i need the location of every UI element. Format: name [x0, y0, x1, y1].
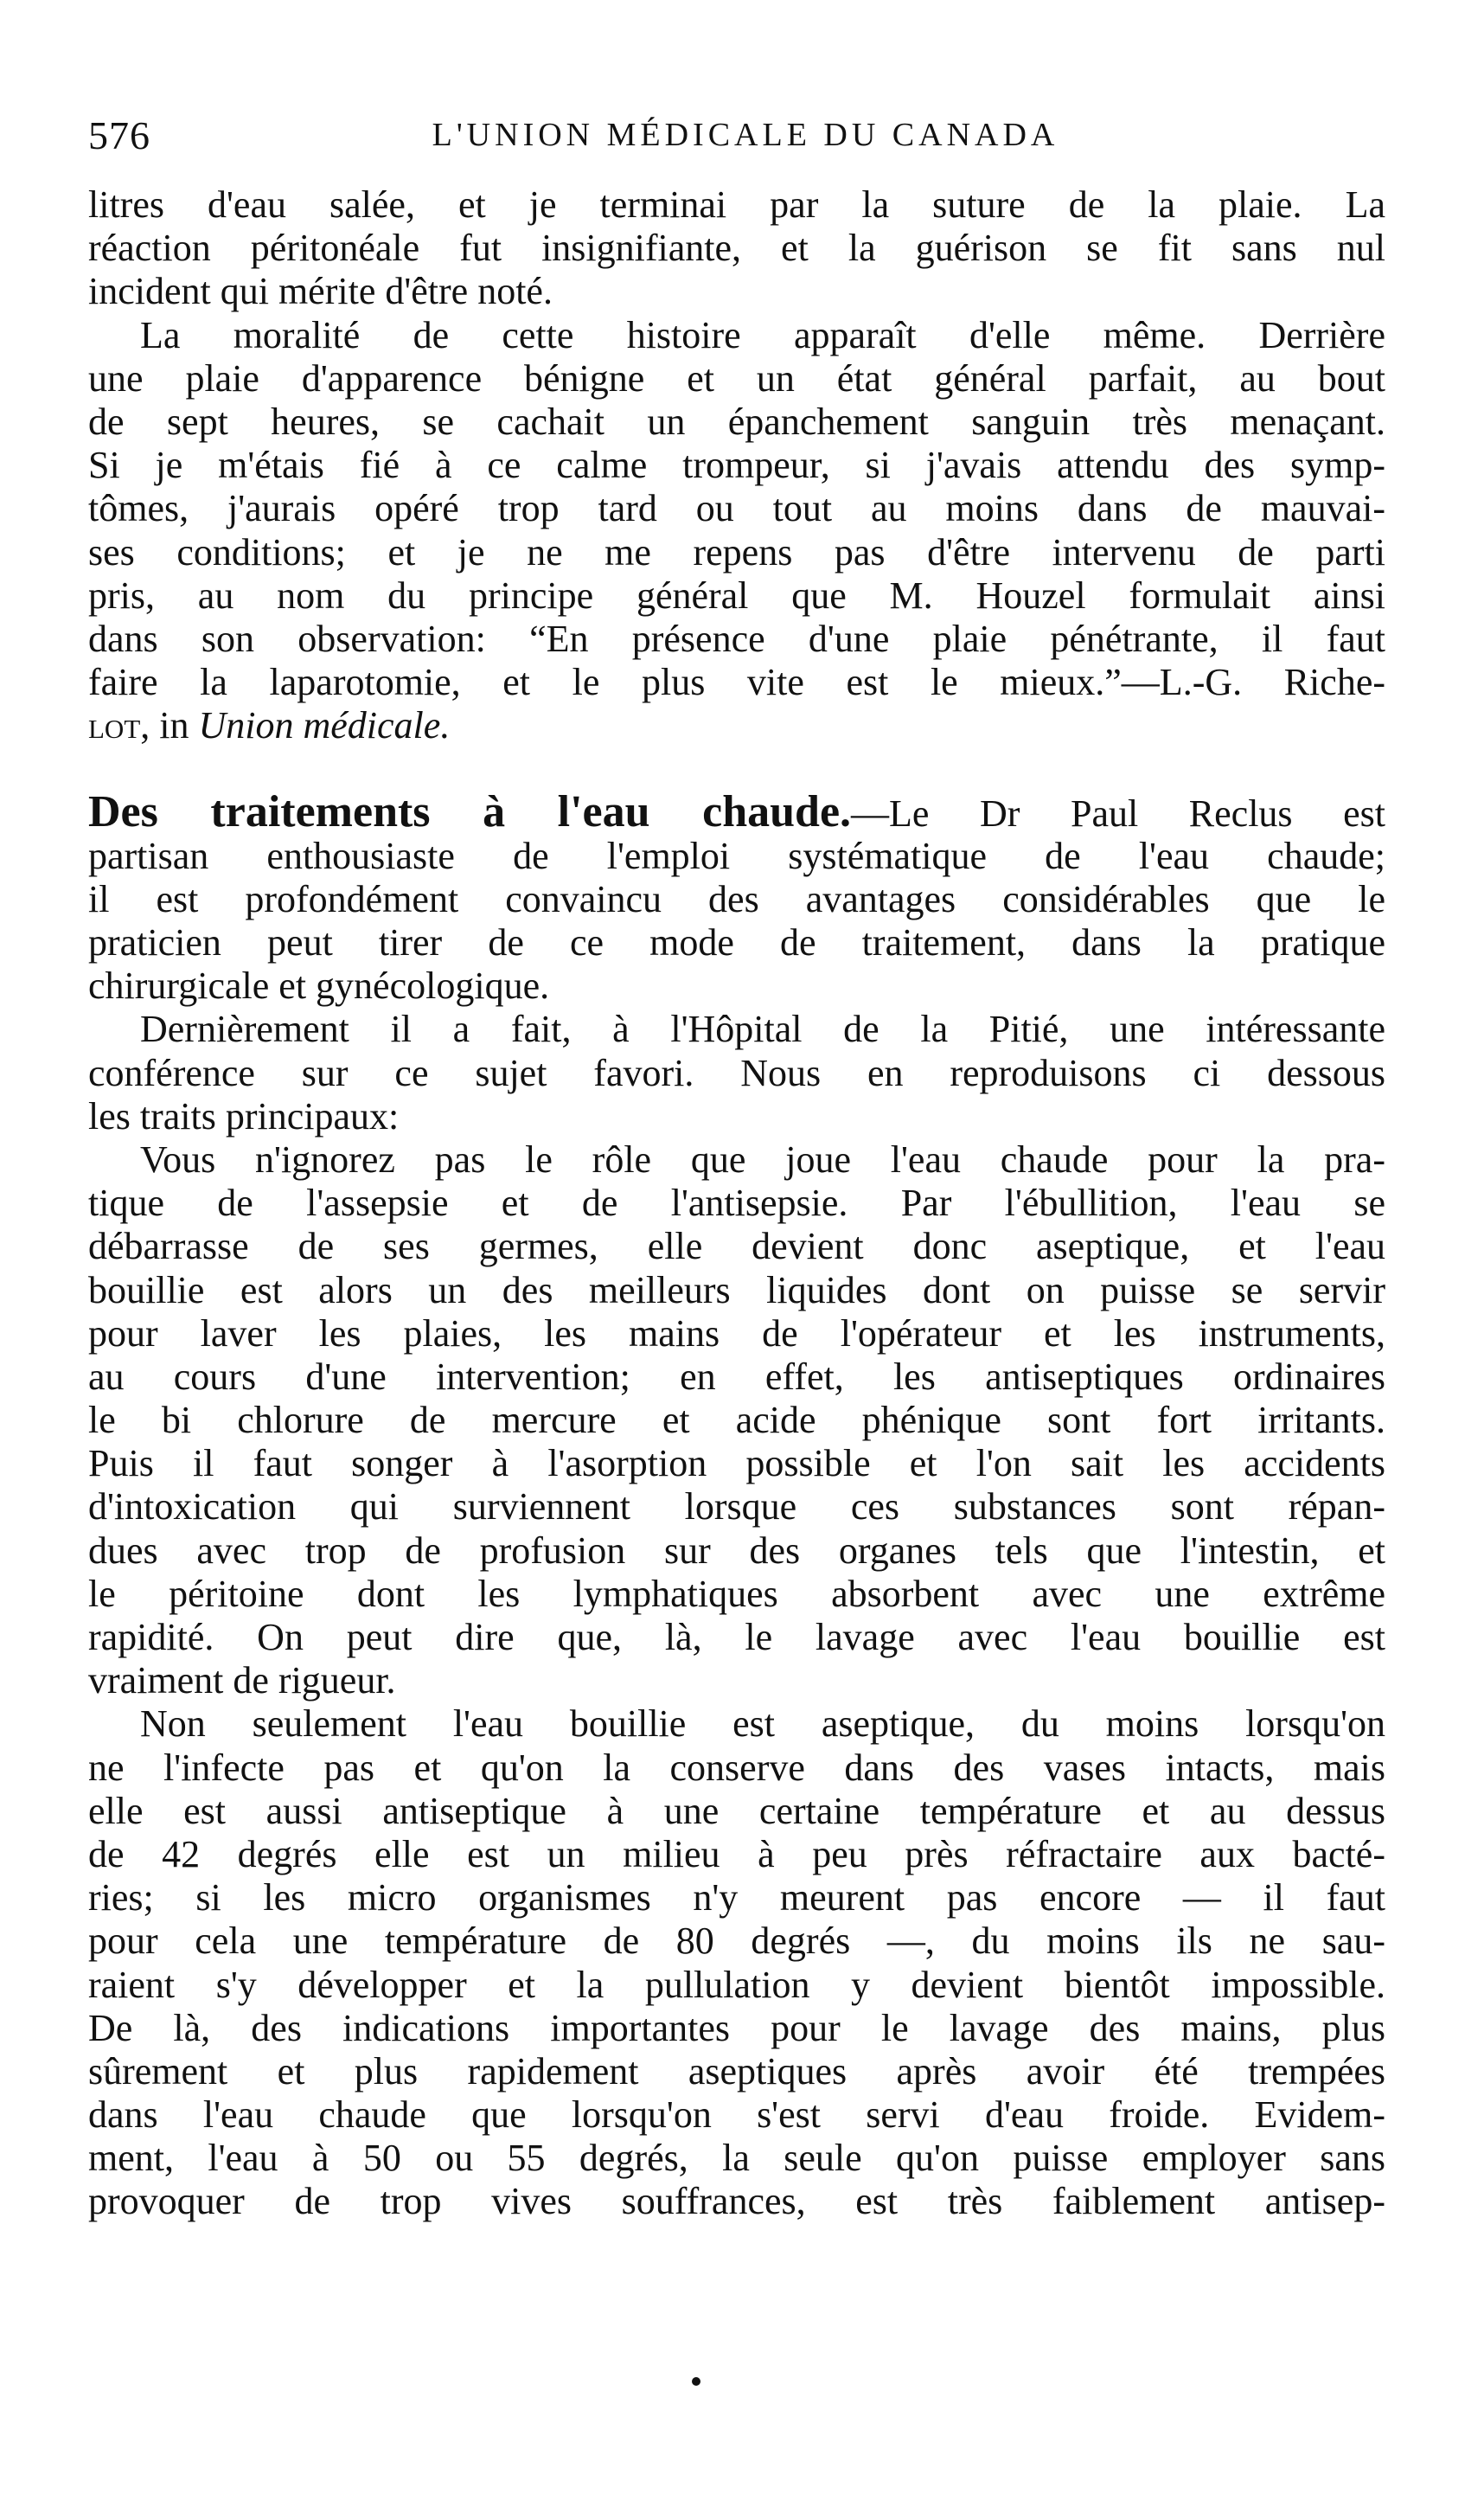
- text-line: partisan enthousiaste de l'emploi systématique de l'eau chaude;: [88, 834, 1385, 877]
- text-line: de 42 degrés elle est un milieu à peu près réfractaire aux bacté-: [88, 1832, 1385, 1875]
- text-line: Non seulement l'eau bouillie est aseptique, du moins lorsqu'on: [140, 1702, 1385, 1746]
- section-title-continuation: —Le Dr Paul Reclus est: [851, 792, 1385, 836]
- text-line: provoquer de trop vives souffrances, est très faiblement antisep-: [88, 2180, 1385, 2223]
- page-header: [88, 87, 1385, 164]
- text-line: ne l'infecte pas et qu'on la conserve dans des vases intacts, mais: [88, 1746, 1385, 1789]
- document-page: [88, 87, 1385, 164]
- section-heading-line: [88, 787, 1385, 837]
- text-line: le bi chlorure de mercure et acide phénique sont fort irritants.: [88, 1399, 1385, 1442]
- print-speck: [692, 2377, 700, 2386]
- text-line: chirurgicale et gynécologique.: [88, 965, 550, 1008]
- citation-line: [88, 704, 1385, 747]
- citation-connector: , in: [140, 704, 199, 747]
- text-line: bouillie est alors un des meilleurs liquides dont on puisse se servir: [88, 1268, 1385, 1311]
- page-number: 576: [88, 113, 150, 157]
- text-line: une plaie d'apparence bénigne et un état général parfait, au bout: [88, 356, 1385, 400]
- text-line: faire la laparotomie, et le plus vite est le mieux.”—L.-G. Riche-: [88, 661, 1385, 704]
- text-line: Puis il faut songer à l'asorption possible et l'on sait les accidents: [88, 1442, 1385, 1485]
- text-line: pris, au nom du principe général que M. Houzel formulait ainsi: [88, 574, 1385, 617]
- text-line: pour laver les plaies, les mains de l'opérateur et les instruments,: [88, 1311, 1385, 1355]
- text-line: dues avec trop de profusion sur des organes tels que l'intestin, et: [88, 1529, 1385, 1572]
- text-line: Vous n'ignorez pas le rôle que joue l'eau chaude pour la pra-: [140, 1138, 1385, 1181]
- text-line: dans son observation: “En présence d'une plaie pénétrante, il faut: [88, 617, 1385, 660]
- text-line: tique de l'assepsie et de l'antisepsie. Par l'ébullition, l'eau se: [88, 1182, 1385, 1225]
- text-line: sûrement et plus rapidement aseptiques après avoir été trempées: [88, 2049, 1385, 2093]
- text-line: ries; si les micro organismes n'y meurent pas encore — il faut: [88, 1876, 1385, 1920]
- text-line: pour cela une température de 80 degrés —, du moins ils ne sau-: [88, 1920, 1385, 1963]
- text-line: ses conditions; et je ne me repens pas d'être intervenu de parti: [88, 530, 1385, 574]
- text-line: rapidité. On peut dire que, là, le lavage avec l'eau bouillie est: [88, 1616, 1385, 1658]
- text-line: il est profondément convaincu des avantages considérables que le: [88, 877, 1385, 920]
- text-line: conférence sur ce sujet favori. Nous en reproduisons ci dessous: [88, 1051, 1385, 1094]
- text-line: le péritoine dont les lymphatiques absorbent avec une extrême: [88, 1572, 1385, 1615]
- text-line: Dernièrement il a fait, à l'Hôpital de la Pitié, une intéressante: [140, 1008, 1385, 1051]
- author-name-end: lot: [88, 704, 141, 747]
- text-line: incident qui mérite d'être noté.: [88, 270, 553, 313]
- text-line: De là, des indications importantes pour le lavage des mains, plus: [88, 2006, 1385, 2049]
- section-title: Des traitements à l'eau chaude.: [88, 787, 852, 837]
- text-line: débarrasse de ses germes, elle devient donc aseptique, et l'eau: [88, 1225, 1385, 1268]
- body-text: [88, 183, 1385, 2224]
- text-line: d'intoxication qui surviennent lorsque ces substances sont répan-: [88, 1485, 1385, 1529]
- journal-name: Union médicale.: [198, 704, 451, 747]
- text-line: vraiment de rigueur.: [88, 1659, 396, 1702]
- text-line: La moralité de cette histoire apparaît d'elle même. Derrière: [140, 313, 1385, 356]
- text-line: litres d'eau salée, et je terminai par la suture de la plaie. La: [88, 183, 1385, 226]
- text-line: réaction péritonéale fut insignifiante, et la guérison se fit sans nul: [88, 227, 1385, 270]
- section-gap: [88, 747, 1385, 791]
- text-line: au cours d'une intervention; en effet, les antiseptiques ordinaires: [88, 1355, 1385, 1398]
- text-line: Si je m'étais fié à ce calme trompeur, si j'avais attendu des symp-: [88, 444, 1385, 487]
- text-line: dans l'eau chaude que lorsqu'on s'est servi d'eau froide. Evidem-: [88, 2093, 1385, 2137]
- running-head: L'UNION MÉDICALE DU CANADA: [432, 117, 1059, 153]
- text-line: ment, l'eau à 50 ou 55 degrés, la seule qu'on puisse employer sans: [88, 2137, 1385, 2180]
- text-line: raient s'y développer et la pullulation y devient bientôt impossible.: [88, 1963, 1385, 2006]
- text-line: praticien peut tirer de ce mode de traitement, dans la pratique: [88, 921, 1385, 964]
- text-line: de sept heures, se cachait un épanchement sanguin très menaçant.: [88, 400, 1385, 443]
- text-line: les traits principaux:: [88, 1094, 400, 1138]
- text-line: tômes, j'aurais opéré trop tard ou tout au moins dans de mauvai-: [88, 487, 1385, 530]
- text-line: elle est aussi antiseptique à une certaine température et au dessus: [88, 1789, 1385, 1832]
